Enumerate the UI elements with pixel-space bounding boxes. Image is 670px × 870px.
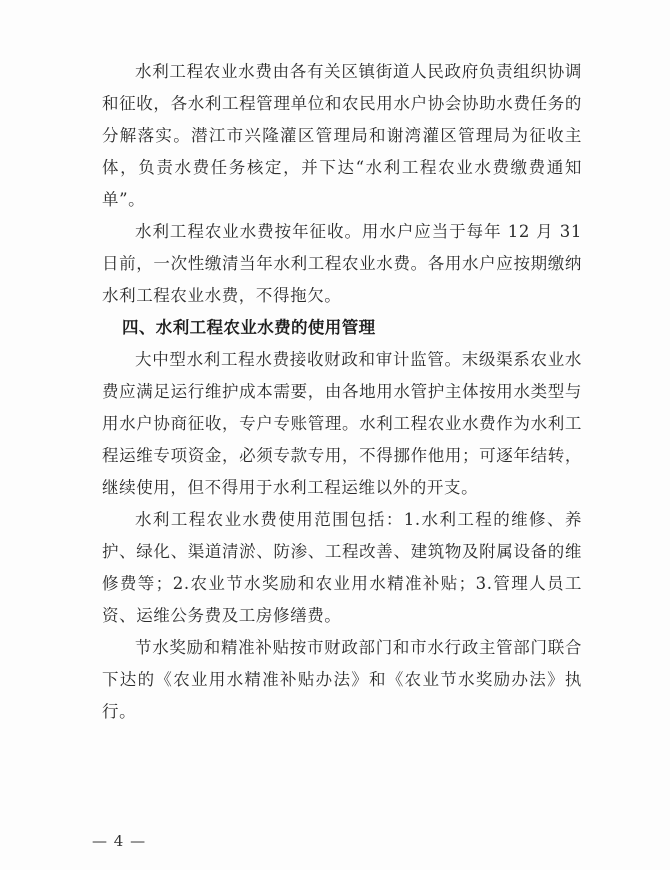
document-body: [102, 56, 582, 728]
paragraph-fee-collection-responsibility: 水利工程农业水费由各有关区镇街道人民政府负责组织协调和征收，各水利工程管理单位和农民用水户协会协助水费任务的分解落实。潜江市兴隆灌区管理局和谢湾灌区管理局为征收主体，负责水费任务核定，并下达“水利工程农业水费缴费通知单”。: [102, 62, 582, 209]
page-number: — 4 —: [92, 832, 147, 850]
paragraph-annual-collection: 水利工程农业水费按年征收。用水户应当于每年 12 月 31 日前，一次性缴清当年水利工程农业水费。各用水户应按期缴纳水利工程农业水费，不得拖欠。: [102, 222, 582, 305]
paragraph-supervision: 大中型水利工程水费接收财政和审计监管。末级渠系农业水费应满足运行维护成本需要，由各地用水管护主体按用水类型与用水户协商征收，专户专账管理。水利工程农业水费作为水利工程运维专项资金，必须专款专用，不得挪作他用；可逐年结转，继续使用，但不得用于水利工程运维以外的开支。: [102, 350, 582, 497]
paragraph-subsidy-rules: 节水奖励和精准补贴按市财政部门和市水行政主管部门联合下达的《农业用水精准补贴办法》和《农业节水奖励办法》执行。: [102, 638, 582, 721]
paragraph-usage-scope: 水利工程农业水费使用范围包括：1.水利工程的维修、养护、绿化、渠道清淤、防渗、工程改善、建筑物及附属设备的维修费等；2.农业节水奖励和农业用水精准补贴；3.管理人员工资、运维公务费及工房修缮费。: [102, 510, 582, 625]
section-heading: 四、水利工程农业水费的使用管理: [122, 318, 376, 337]
